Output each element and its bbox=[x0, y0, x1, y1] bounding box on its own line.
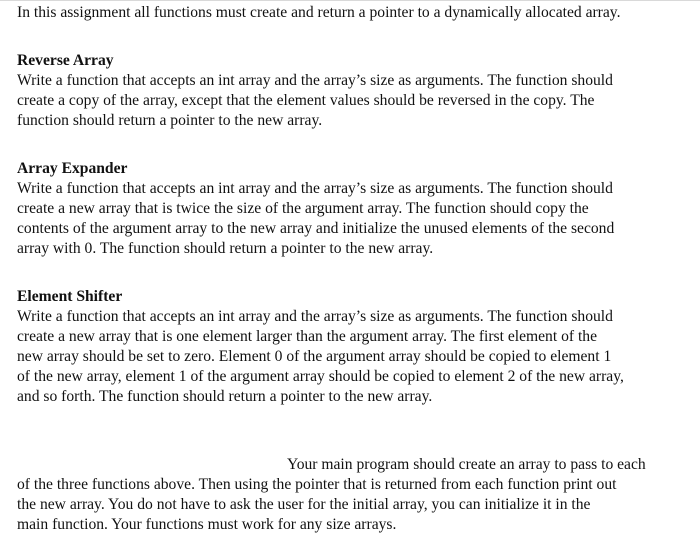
reverse-array-line-3: function should return a pointer to the new array. bbox=[17, 112, 323, 129]
main-program-line-2: of the three functions above. Then using the pointer that is returned from each function print out bbox=[17, 476, 617, 493]
array-expander-line-1: Write a function that accepts an int array and the array’s size as arguments. The function should bbox=[17, 180, 613, 197]
array-expander-line-4: array with 0. The function should return a pointer to the new array. bbox=[17, 240, 434, 257]
element-shifter-line-1: Write a function that accepts an int array and the array’s size as arguments. The function should bbox=[17, 308, 613, 325]
element-shifter-line-3: new array should be set to zero. Element 0 of the argument array should be copied to element 1 bbox=[17, 348, 612, 365]
element-shifter-heading: Element Shifter bbox=[17, 288, 123, 305]
element-shifter-line-5: and so forth. The function should return a pointer to the new array. bbox=[17, 388, 433, 405]
element-shifter-line-4: of the new array, element 1 of the argument array should be copied to element 2 of the new array, bbox=[17, 368, 624, 385]
element-shifter-line-2: create a new array that is one element larger than the argument array. The first element of the bbox=[17, 328, 598, 345]
reverse-array-line-2: create a copy of the array, except that the element values should be reversed in the copy. The bbox=[17, 92, 595, 109]
main-program-line-3: the new array. You do not have to ask the user for the initial array, you can initialize it in the bbox=[17, 496, 591, 513]
array-expander-line-3: contents of the argument array to the new array and initialize the unused elements of the second bbox=[17, 220, 615, 237]
array-expander-heading: Array Expander bbox=[17, 160, 128, 177]
reverse-array-heading: Reverse Array bbox=[17, 52, 114, 69]
main-program-line-1: Your main program should create an array to pass to each bbox=[287, 456, 646, 473]
main-program-line-4: main function. Your functions must work for any size arrays. bbox=[17, 516, 397, 533]
reverse-array-line-1: Write a function that accepts an int array and the array’s size as arguments. The function should bbox=[17, 72, 613, 89]
intro-text: In this assignment all functions must create and return a pointer to a dynamically allocated array. bbox=[17, 4, 621, 21]
array-expander-line-2: create a new array that is twice the size of the argument array. The function should copy the bbox=[17, 200, 589, 217]
